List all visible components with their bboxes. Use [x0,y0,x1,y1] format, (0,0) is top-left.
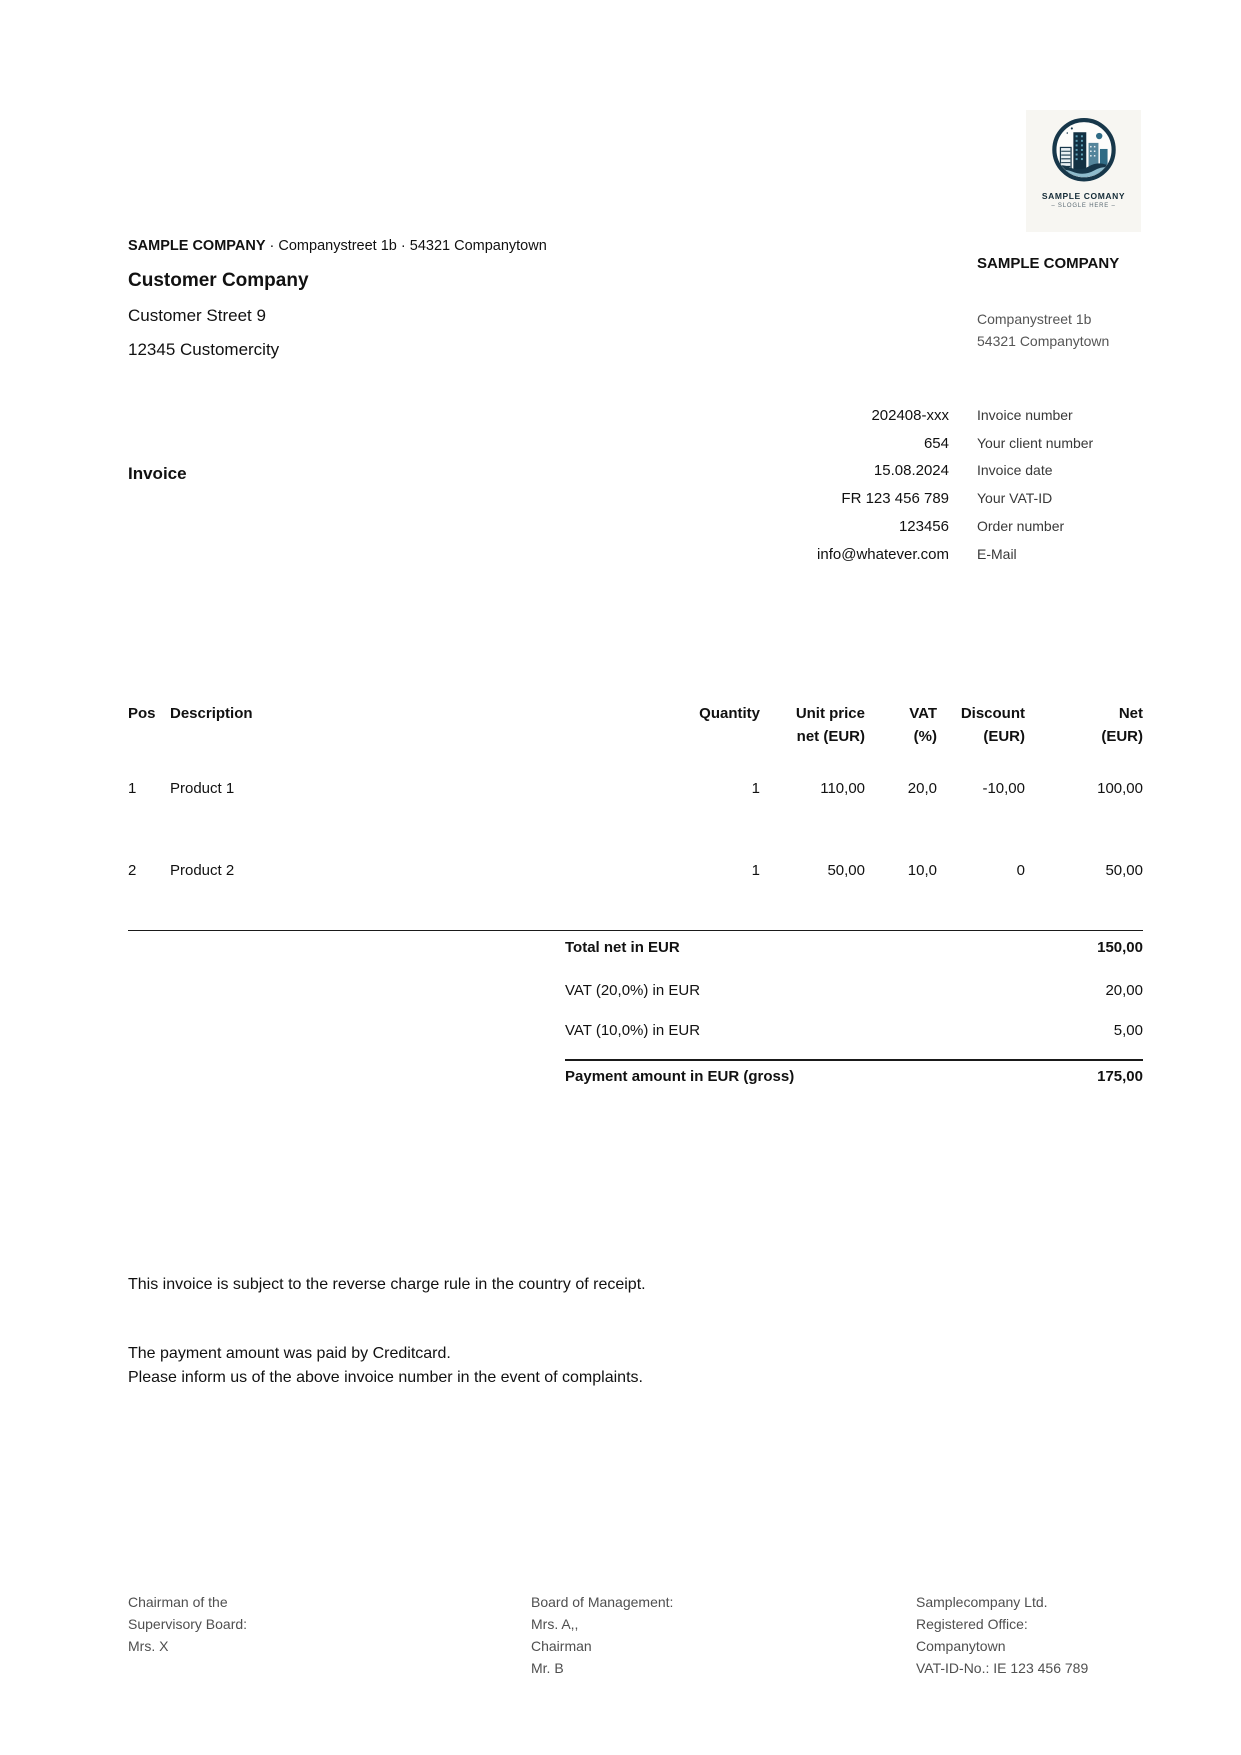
vat-20-label: VAT (20,0%) in EUR [565,982,701,999]
header-pos: Pos [128,705,156,722]
company-city: 54321 Companytown [977,332,1110,349]
footer-line: Mr. B [531,1660,564,1676]
totals-top-rule [128,930,1143,931]
footer-line: Registered Office: [916,1616,1028,1632]
payment-amount-row [565,1067,1143,1087]
complaints-line: Please inform us of the above invoice number in the event of complaints. [128,1368,643,1386]
totals-section [565,938,1143,1087]
vat-10-label: VAT (10,0%) in EUR [565,1022,701,1039]
invoice-date-label: Invoice date [977,462,1053,479]
footer-line: Mrs. A,, [531,1616,579,1632]
sender-company: SAMPLE COMPANY [128,238,266,254]
item-pos: 1 [128,780,137,797]
item-discount: -10,00 [982,780,1025,797]
document-title: Invoice [128,464,187,483]
header-unit-price: Unit price net (EUR) [795,705,865,745]
vat-10-row [565,1021,1143,1041]
footer-line: Supervisory Board: [128,1616,248,1632]
item-unit-price: 50,00 [827,862,865,879]
footer-line: Board of Management: [531,1594,674,1610]
item-description: Product 2 [170,862,235,879]
customer-street: Customer Street 9 [128,306,266,325]
footer-line: Mrs. X [128,1638,169,1654]
footer-line: VAT-ID-No.: IE 123 456 789 [916,1660,1089,1676]
header-quantity: Quantity [699,705,760,722]
sender-line [128,238,547,254]
vat-id-value: FR 123 456 789 [841,490,949,508]
customer-city: 12345 Customercity [128,340,280,359]
vat-20-row [565,981,1143,1001]
header-discount: Discount (EUR) [960,705,1025,745]
sender-address: · Companystreet 1b · 54321 Companytown [269,238,547,254]
footer-line: Chairman of the [128,1594,228,1610]
email-value: info@whatever.com [817,545,949,563]
item-vat: 20,0 [907,780,937,797]
table-row [128,862,1143,882]
total-net-row [565,938,1143,958]
item-net: 100,00 [1097,780,1143,797]
company-name: SAMPLE COMPANY [977,255,1120,272]
payment-method-line: The payment amount was paid by Creditcard. [128,1345,451,1362]
item-net: 50,00 [1105,862,1143,879]
reverse-charge-note: This invoice is subject to the reverse charge rule in the country of receipt. [128,1276,646,1293]
client-number-label: Your client number [977,434,1094,451]
customer-name: Customer Company [128,270,309,291]
vat-20-value: 20,00 [1105,982,1143,999]
footer-line: Samplecompany Ltd. [916,1594,1048,1610]
company-logo [1026,110,1141,232]
invoice-number-value: 202408-xxx [871,407,949,424]
footer-company-registration [916,1591,1088,1679]
header-description: Description [170,705,253,722]
items-table-header [128,702,1143,748]
header-net: Net (EUR) [1101,705,1143,745]
item-discount: 0 [1016,862,1025,879]
footer-board-of-management [531,1591,673,1679]
email-label: E-Mail [977,545,1017,562]
invoice-meta [700,402,1158,568]
vat-10-value: 5,00 [1113,1022,1143,1039]
item-unit-price: 110,00 [820,780,865,797]
order-number-label: Order number [977,517,1065,534]
item-quantity: 1 [751,780,760,797]
total-net-value: 150,00 [1097,939,1143,956]
logo-company-name: SAMPLE COMANY [1041,191,1126,201]
footer-line: Companytown [916,1638,1006,1654]
logo-slogan: – SLOGLE HERE – [1051,203,1116,209]
vat-id-label: Your VAT-ID [977,490,1053,507]
table-row [128,780,1143,800]
client-number-value: 654 [923,434,949,452]
item-pos: 2 [128,862,137,879]
item-vat: 10,0 [907,862,937,879]
invoice-date-value: 15.08.2024 [873,462,949,480]
payment-amount-value: 175,00 [1097,1068,1143,1085]
items-table [128,702,1143,882]
company-address [977,309,1119,352]
payment-rule [565,1059,1143,1061]
footer-supervisory-board [128,1591,247,1657]
company-logo-icon [1046,114,1122,190]
item-description: Product 1 [170,780,235,797]
customer-address-block [128,270,309,360]
payment-note [128,1342,643,1389]
company-address-block [977,255,1119,352]
payment-amount-label: Payment amount in EUR (gross) [565,1068,795,1085]
invoice-number-label: Invoice number [977,407,1073,423]
footer-line: Chairman [531,1638,592,1654]
order-number-value: 123456 [898,517,949,535]
header-vat: VAT (%) [909,705,937,745]
item-quantity: 1 [751,862,760,879]
company-street: Companystreet 1b [977,311,1092,327]
total-net-label: Total net in EUR [565,939,680,956]
